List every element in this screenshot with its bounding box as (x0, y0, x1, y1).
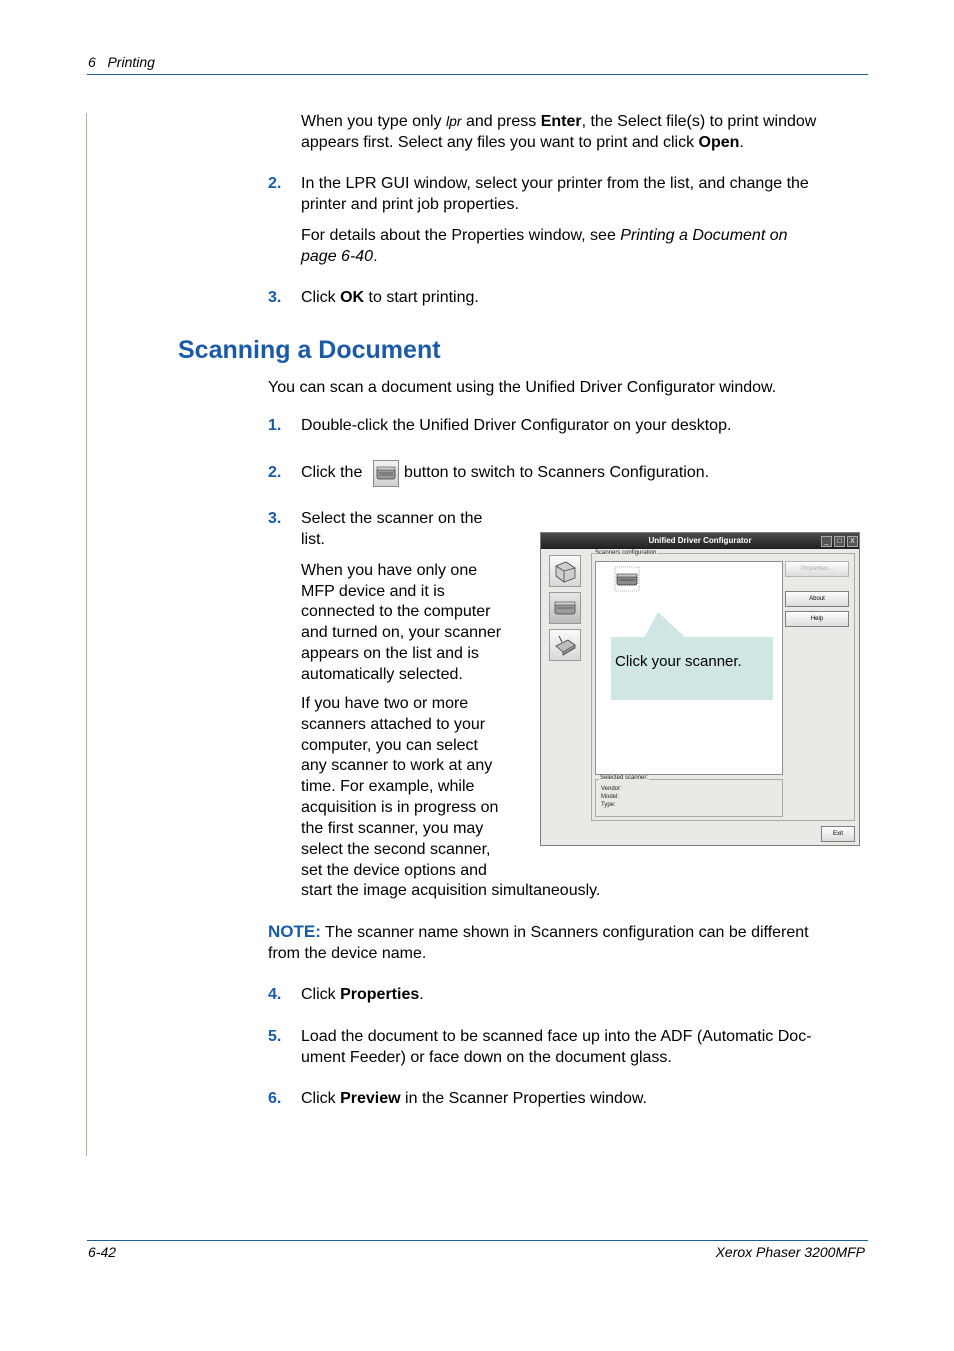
para-line: the first scanner, you may (301, 820, 484, 837)
model-label: Model: (601, 794, 620, 800)
vendor-label: Vendor: (601, 786, 622, 792)
step-text: Click OK to start printing. (301, 289, 479, 306)
step-number: 5. (268, 1028, 282, 1045)
para-line: automatically selected. (301, 666, 463, 683)
printer-config-icon (549, 555, 581, 587)
callout-pointer (640, 610, 690, 640)
para-line: connected to the computer (301, 603, 491, 620)
section-title: Scanning a Document (178, 336, 441, 364)
panel-label: Scanners configuration (595, 550, 657, 556)
selected-scanner-label: Selected scanner: (600, 775, 649, 781)
close-icon: X (847, 536, 858, 547)
callout-text: Click your scanner. (615, 653, 742, 670)
para-line: any scanner to work at any (301, 757, 493, 774)
note-line-1: NOTE: The scanner name shown in Scanners configuration can be different (268, 922, 809, 941)
selected-scanner-box (595, 779, 783, 817)
scanner-item-icon (614, 566, 640, 592)
para-line: select the second scanner, (301, 841, 491, 858)
exit-button: Exit (821, 826, 855, 842)
intro-line-2: appears first. Select any files you want to print and click Open. (301, 134, 744, 151)
properties-button: Properties... (785, 561, 849, 577)
para-line: MFP device and it is (301, 583, 445, 600)
maximize-icon: □ (834, 536, 845, 547)
ports-config-icon (549, 629, 581, 661)
window-titlebar (541, 533, 859, 549)
help-button: Help (785, 611, 849, 627)
para-line: start the image acquisition simultaneously. (301, 882, 601, 899)
para-line: and turned on, your scanner (301, 624, 502, 641)
para-line: scanners attached to your (301, 716, 486, 733)
para-line: computer, you can select (301, 737, 478, 754)
note-label: NOTE: (268, 922, 321, 941)
step-number: 6. (268, 1090, 282, 1107)
left-margin-rule (86, 113, 87, 1156)
window-title: Unified Driver Configurator (648, 536, 752, 545)
scanner-config-icon (373, 460, 399, 487)
step-text-a: Click the (301, 464, 363, 481)
para-line: appears on the list and is (301, 645, 479, 662)
about-button: About (785, 591, 849, 607)
minimize-icon: _ (821, 536, 832, 547)
para-line: If you have two or more (301, 695, 469, 712)
step-text: Select the scanner on the (301, 510, 483, 527)
intro-line-1: When you type only lpr and press Enter, the Select file(s) to print window (301, 113, 817, 130)
step-number: 2. (268, 464, 282, 481)
page-number: 6-42 (88, 1244, 117, 1260)
header-rule (87, 74, 868, 75)
step-number: 2. (268, 175, 282, 192)
para-line: set the device options and (301, 862, 487, 879)
step-number: 3. (268, 510, 282, 527)
chapter-title: Printing (107, 54, 155, 70)
running-header (88, 54, 155, 70)
step-number: 1. (268, 417, 282, 434)
para-line: When you have only one (301, 562, 478, 579)
cross-reference-cont: page 6-40. (301, 248, 378, 265)
step-text: In the LPR GUI window, select your printer from the list, and change the (301, 175, 809, 192)
step-text: Click Properties. (301, 986, 424, 1003)
step-text: Load the document to be scanned face up into the ADF (Automatic Doc- (301, 1028, 812, 1045)
step-text: list. (301, 531, 325, 548)
para-line: time. For example, while (301, 778, 475, 795)
type-label: Type: (601, 802, 616, 808)
step-text: printer and print job properties. (301, 196, 519, 213)
step-number: 3. (268, 289, 282, 306)
cross-reference: For details about the Properties window, see Printing a Document on (301, 227, 788, 244)
section-intro: You can scan a document using the Unified Driver Configurator window. (268, 379, 777, 396)
chapter-number: 6 (88, 54, 96, 70)
product-name: Xerox Phaser 3200MFP (715, 1244, 865, 1260)
step-text: Double-click the Unified Driver Configurator on your desktop. (301, 417, 732, 434)
step-text: ument Feeder) or face down on the document glass. (301, 1049, 672, 1066)
step-text: Click Preview in the Scanner Properties window. (301, 1090, 647, 1107)
scanner-config-tab-icon (549, 592, 581, 624)
step-number: 4. (268, 986, 282, 1003)
step-text-b: button to switch to Scanners Configuration. (404, 464, 710, 481)
note-line-2: from the device name. (268, 945, 427, 962)
para-line: acquisition is in progress on (301, 799, 499, 816)
footer-rule (87, 1240, 868, 1241)
